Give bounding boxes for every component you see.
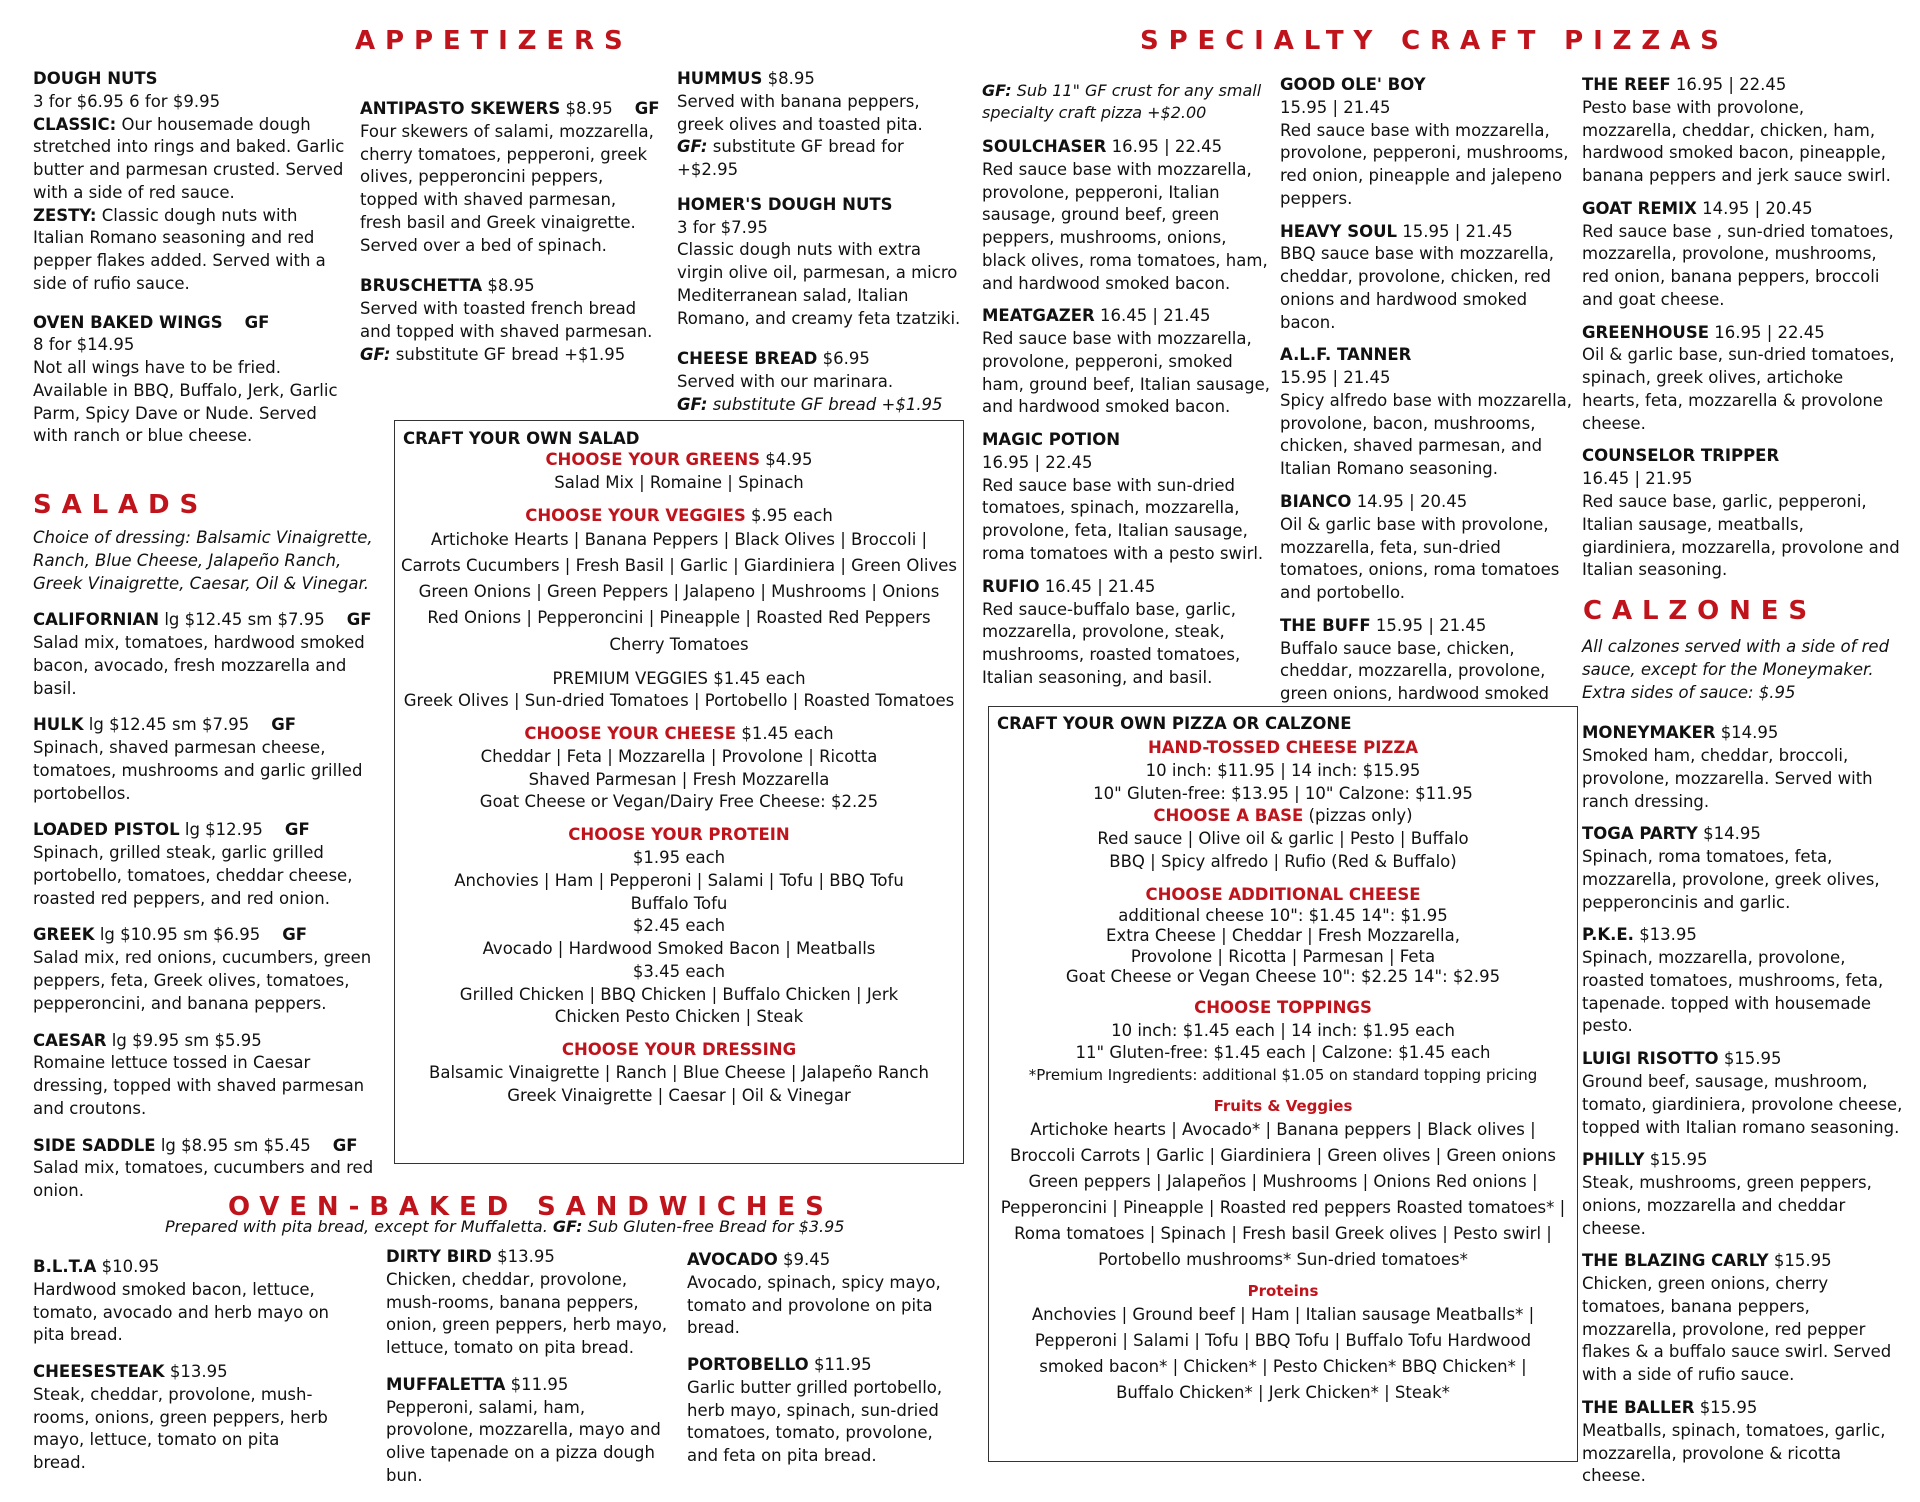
cheese-label: CHOOSE YOUR CHEESE: [524, 724, 737, 744]
item-price: lg $10.95 sm $6.95: [99, 925, 261, 945]
salads-header: SALADS: [33, 490, 209, 520]
gf-badge: GF: [332, 1135, 358, 1155]
gf-badge: GF: [346, 610, 372, 630]
item-price: $9.45: [783, 1250, 831, 1269]
craft-pizza-box: [988, 706, 1578, 1462]
box-body: [995, 737, 1571, 1406]
item-name: HEAVY SOUL: [1280, 221, 1398, 241]
item-name: BRUSCHETTA: [360, 276, 483, 296]
item-price: 15.95 | 21.45: [1280, 368, 1391, 388]
sandwich-col-3: [687, 1249, 957, 1482]
pizzas-header: SPECIALTY CRAFT PIZZAS: [1140, 26, 1729, 56]
menu-item: [386, 1246, 676, 1360]
item-name: LUIGI RISOTTO: [1582, 1049, 1719, 1069]
item-name: CHEESE BREAD: [677, 349, 818, 369]
greens-price: $4.95: [765, 450, 813, 469]
menu-item: [1582, 1250, 1904, 1387]
cheese-price: $1.45 each: [741, 724, 834, 744]
item-desc: Avocado, spinach, spicy mayo, tomato and provolone on pita bread.: [687, 1272, 941, 1338]
item-name: MEATGAZER: [982, 306, 1095, 326]
box-title: CRAFT YOUR OWN PIZZA OR CALZONE: [997, 714, 1352, 733]
item-name: B.L.T.A: [33, 1257, 97, 1276]
menu-item: [982, 429, 1272, 566]
item-variant-label: ZESTY:: [33, 205, 97, 225]
item-desc: Red sauce base with mozzarella, provolone, pepperoni, Italian sausage, ground beef, green peppers, mushrooms, onions, black olives, roma tomatoes, ham, and hardwood smoked bacon.: [982, 159, 1268, 293]
pizza-gf-label: GF:: [982, 81, 1012, 100]
item-price: $14.95: [1703, 824, 1761, 844]
item-desc: Served with toasted french bread and topped with shaved parmesan.: [360, 299, 653, 341]
item-price: $13.95: [169, 1362, 228, 1382]
item-name: GOAT REMIX: [1582, 198, 1697, 218]
gf-label: GF:: [677, 137, 708, 157]
item-price: 15.95 | 21.45: [1402, 221, 1513, 241]
item-desc: Romaine lettuce tossed in Caesar dressing, topped with shaved parmesan and croutons.: [33, 1053, 365, 1118]
item-price: $6.95: [822, 349, 870, 369]
pizza-col-2: [1280, 74, 1576, 739]
menu-item: [360, 98, 662, 257]
veggies-price: $.95 each: [751, 505, 833, 525]
sandwich-note: [165, 1216, 844, 1238]
gf-note: substitute GF bread +$1.95: [395, 344, 626, 364]
item-price: 8 for $14.95: [33, 335, 135, 355]
menu-item: [677, 348, 967, 416]
base-label: CHOOSE A BASE: [1153, 806, 1304, 826]
item-desc: Steak, mushrooms, green peppers, onions, mozzarella and cheddar cheese.: [1582, 1173, 1872, 1238]
item-price: 16.95 | 22.45: [1675, 75, 1787, 94]
item-price: 16.45 | 21.45: [1099, 306, 1211, 326]
item-desc: Garlic butter grilled portobello, herb mayo, spinach, sun-dried tomatoes, tomato, provolone, and feta on pita bread.: [687, 1377, 943, 1466]
menu-item: [1582, 322, 1902, 436]
sandwich-col-2: [386, 1246, 676, 1502]
item-desc: Classic dough nuts with extra virgin olive oil, parmesan, a micro Mediterranean salad, Italian Romano, and creamy feta tzatziki.: [677, 240, 961, 328]
item-price: $11.95: [510, 1374, 569, 1394]
item-price: 14.95 | 20.45: [1356, 492, 1468, 512]
gf-badge: GF: [634, 99, 660, 118]
sandwiches-header: OVEN-BAKED SANDWICHES: [228, 1192, 834, 1222]
item-desc: Served with our marinara.: [677, 372, 894, 392]
proteins-heading: Proteins: [1247, 1281, 1319, 1300]
item-price: 3 for $6.95 6 for $9.95: [33, 91, 221, 111]
base-heading: [995, 805, 1571, 828]
protein-heading: CHOOSE YOUR PROTEIN: [568, 825, 790, 845]
item-price: 16.95 | 22.45: [982, 452, 1093, 472]
veggies-options: Artichoke Hearts | Banana Peppers | Black Olives | Broccoli | Carrots Cucumbers | Fresh Basil | Garlic | Giardiniera | Green Olives Green Onions | Green Peppers | Jalapeno | Mushrooms | Onions Red Onions | Pepperoncini | Pineapple | Roasted Red Peppers Cherry Tomatoes: [401, 530, 958, 654]
sandwich-col-1: [33, 1256, 333, 1489]
box-title: CRAFT YOUR OWN SALAD: [403, 429, 640, 448]
item-desc: Not all wings have to be fried. Available in BBQ, Buffalo, Jerk, Garlic Parm, Spicy Dave or Nude. Served with ranch or blue cheese.: [33, 358, 338, 446]
item-name: BIANCO: [1280, 492, 1352, 512]
pizza-col-1: [982, 136, 1272, 700]
item-price: $8.95: [767, 69, 815, 88]
pizza-gf-note: [982, 80, 1272, 124]
item-price: lg $12.95: [184, 820, 263, 840]
greens-heading: [401, 449, 957, 472]
toppings-price-2: 11" Gluten-free: $1.45 each | Calzone: $1.45 each: [1075, 1043, 1491, 1063]
menu-item: [33, 1135, 388, 1203]
menu-item: [33, 609, 388, 700]
item-desc: Salad mix, tomatoes, cucumbers and red onion.: [33, 1158, 374, 1201]
item-desc: Red sauce base with mozzarella, provolone, pepperoni, smoked ham, ground beef, Italian sausage, and hardwood smoked bacon.: [982, 329, 1271, 417]
item-variant-label: CLASSIC:: [33, 114, 117, 134]
item-desc: Pepperoni, salami, ham, provolone, mozzarella, mayo and olive tapenade on a pizza dough bun.: [386, 1397, 661, 1485]
cheese-options-2: Shaved Parmesan | Fresh Mozzarella: [528, 769, 830, 789]
item-desc: Our housemade dough stretched into rings and baked. Garlic butter and parmesan crusted. Served with a side of red sauce.: [33, 114, 345, 202]
dressing-options-2: Greek Vinaigrette | Caesar | Oil & Vinegar: [507, 1085, 851, 1105]
protein-options-3: Grilled Chicken | BBQ Chicken | Buffalo Chicken | Jerk Chicken Pesto Chicken | Steak: [459, 984, 899, 1027]
menu-item: [33, 1256, 333, 1347]
menu-item: [33, 1361, 333, 1475]
menu-item: [1280, 221, 1576, 335]
item-desc: Spicy alfredo base with mozzarella, provolone, bacon, mushrooms, chicken, shaved parmesan, and Italian Romano seasoning.: [1280, 390, 1573, 479]
appetizers-col-1: [33, 68, 353, 460]
item-name: DIRTY BIRD: [386, 1247, 492, 1266]
item-desc: Spinach, grilled steak, garlic grilled portobello, tomatoes, cheddar cheese, roasted red peppers, and red onion.: [33, 843, 353, 908]
calzones-header: CALZONES: [1583, 596, 1818, 626]
fruits-veggies-options: Artichoke hearts | Avocado* | Banana peppers | Black olives | Broccoli Carrots | Garlic | Giardiniera | Green olives | Green onions Green peppers | Jalapeños | Mushrooms | Onions Red onions | Pepperoncini | Pineapple | Roasted red peppers Roasted tomatoes* | Roma tomatoes | Spinach | Fresh basil Greek olives | Pesto swirl | Portobello mushrooms* Sun-dried tomatoes*: [1000, 1119, 1566, 1269]
item-name: MONEYMAKER: [1582, 723, 1716, 743]
item-desc: Classic dough nuts with Italian Romano seasoning and red pepper flakes added. Served with a side of rufio sauce.: [33, 205, 326, 293]
item-desc: Oil & garlic base with provolone, mozzarella, feta, sun-dried tomatoes, onions, roma tomatoes and portobello.: [1280, 514, 1560, 603]
item-price: 16.95 | 22.45: [1714, 322, 1825, 342]
cheese-options-1: Cheddar | Feta | Mozzarella | Provolone | Ricotta: [480, 746, 878, 766]
item-name: ANTIPASTO SKEWERS: [360, 99, 561, 118]
item-price: lg $9.95 sm $5.95: [111, 1030, 262, 1050]
item-name: AVOCADO: [687, 1250, 778, 1269]
veggies-label: CHOOSE YOUR VEGGIES: [525, 505, 746, 525]
item-desc: Spinach, mozzarella, provolone, roasted tomatoes, mushrooms, feta, tapenade. topped with housemade pesto.: [1582, 948, 1884, 1036]
toppings-heading: CHOOSE TOPPINGS: [1194, 997, 1372, 1017]
item-desc: Steak, cheddar, provolone, mush-rooms, onions, green peppers, herb mayo, lettuce, tomato on pita bread.: [33, 1384, 328, 1473]
gf-badge: GF: [271, 715, 297, 735]
cheese-options-3: Goat Cheese or Vegan/Dairy Free Cheese: $2.25: [479, 792, 879, 812]
item-name: CAESAR: [33, 1030, 107, 1050]
item-desc: Spinach, shaved parmesan cheese, tomatoes, mushrooms and garlic grilled portobellos.: [33, 738, 363, 803]
item-name: GREENHOUSE: [1582, 322, 1709, 342]
item-name: THE REEF: [1582, 75, 1671, 94]
cheese-line-2: Extra Cheese | Cheddar | Fresh Mozzarella,: [1106, 926, 1460, 946]
calzone-note: All calzones served with a side of red sauce, except for the Moneymaker. Extra sides of sauce: $.95: [1582, 637, 1890, 702]
menu-item: [1582, 924, 1904, 1038]
item-name: THE BLAZING CARLY: [1582, 1251, 1769, 1271]
item-desc: Four skewers of salami, mozzarella, cherry tomatoes, pepperoni, greek olives, pepperoncini peppers, topped with shaved parmesan, fresh basil and Greek vinaigrette. Served over a bed of spinach.: [360, 121, 654, 255]
menu-item: [1582, 1048, 1904, 1139]
item-name: LOADED PISTOL: [33, 820, 180, 840]
menu-item: [1582, 445, 1902, 582]
protein-price-2: $2.45 each: [632, 916, 726, 936]
item-name: OVEN BAKED WINGS: [33, 312, 223, 332]
item-desc: Buffalo sauce base, chicken, cheddar, mozzarella, provolone, green onions, hardwood smoked: [1280, 638, 1549, 704]
item-name: THE BALLER: [1582, 1397, 1695, 1417]
hand-tossed-heading: HAND-TOSSED CHEESE PIZZA: [1147, 738, 1419, 757]
menu-item: [687, 1354, 957, 1468]
gf-badge: GF: [244, 312, 270, 332]
protein-options-2: Avocado | Hardwood Smoked Bacon | Meatballs: [482, 939, 876, 959]
box-body: [401, 449, 957, 1107]
toppings-premium-note: *Premium Ingredients: additional $1.05 on standard topping pricing: [1028, 1066, 1538, 1085]
item-name: PORTOBELLO: [687, 1355, 809, 1375]
item-price: $10.95: [101, 1257, 160, 1276]
menu-item: [360, 275, 662, 366]
item-price: 3 for $7.95: [677, 217, 768, 237]
item-name: THE BUFF: [1280, 615, 1371, 635]
appetizers-header: APPETIZERS: [355, 26, 633, 56]
menu-item: [982, 576, 1272, 690]
item-name: MUFFALETTA: [386, 1374, 506, 1394]
item-desc: Oil & garlic base, sun-dried tomatoes, spinach, greek olives, artichoke hearts, feta, mozzarella & provolone cheese.: [1582, 345, 1895, 433]
craft-salad-box: [394, 420, 964, 1164]
pizza-gf-text: Sub 11" GF crust for any small specialty craft pizza +$2.00: [982, 81, 1262, 123]
gf-label: GF:: [360, 344, 391, 364]
menu-item: [677, 68, 967, 182]
item-price: $11.95: [813, 1355, 872, 1375]
menu-item: [33, 1030, 388, 1121]
base-options-1: Red sauce | Olive oil & garlic | Pesto | Buffalo: [1097, 829, 1469, 849]
item-price: 15.95 | 21.45: [1375, 615, 1487, 635]
item-price: $8.95: [487, 276, 535, 296]
protein-price-3: $3.45 each: [632, 961, 726, 981]
item-desc: Served with banana peppers, greek olives and toasted pita.: [677, 91, 923, 134]
menu-item: [1280, 491, 1576, 605]
item-name: TOGA PARTY: [1582, 824, 1698, 844]
premium-heading: PREMIUM VEGGIES $1.45 each: [552, 668, 806, 688]
item-name: GREEK: [33, 925, 95, 945]
pizza-col-3: [1582, 74, 1902, 592]
menu-item: [1582, 74, 1902, 188]
sandwich-note-text: Prepared with pita bread, except for Muffaletta.: [165, 1217, 548, 1236]
menu-item: [677, 194, 967, 331]
menu-item: [982, 305, 1272, 419]
cheese-heading: CHOOSE ADDITIONAL CHEESE: [1145, 884, 1421, 904]
item-desc: Red sauce base , sun-dried tomatoes, mozzarella, provolone, mushrooms, red onion, banana peppers, broccoli and goat cheese.: [1582, 221, 1894, 309]
dressing-note: Choice of dressing: Balsamic Vinaigrette, Ranch, Blue Cheese, Jalapeño Ranch, Greek Vinaigrette, Caesar, Oil & Vinegar.: [33, 528, 373, 593]
item-desc: Meatballs, spinach, tomatoes, garlic, mozzarella, provolone & ricotta cheese.: [1582, 1420, 1886, 1486]
item-desc: Red sauce-buffalo base, garlic, mozzarella, provolone, steak, mushrooms, roasted tomatoes, Italian seasoning, and basil.: [982, 599, 1241, 687]
sandwich-gf-label: GF:: [552, 1217, 583, 1236]
menu-item: [33, 819, 388, 910]
item-name: MAGIC POTION: [982, 430, 1121, 450]
menu-item: [1280, 74, 1576, 211]
greens-options: Salad Mix | Romaine | Spinach: [554, 472, 804, 492]
cheese-heading: [401, 723, 957, 746]
gf-note: substitute GF bread +$1.95: [712, 394, 943, 414]
cheese-options: [995, 906, 1571, 987]
item-price: lg $12.45 sm $7.95: [164, 610, 325, 630]
item-price: 16.45 | 21.95: [1582, 469, 1693, 489]
item-desc: Red sauce base with sun-dried tomatoes, spinach, mozzarella, provolone, feta, Italian sausage, roma tomatoes with a pesto swirl.: [982, 475, 1264, 564]
menu-item: [33, 924, 388, 1015]
menu-item: [687, 1249, 957, 1340]
greens-label: CHOOSE YOUR GREENS: [545, 450, 761, 469]
item-desc: Pesto base with provolone, mozzarella, cheddar, chicken, ham, hardwood smoked bacon, pineapple, banana peppers and jerk sauce swirl.: [1582, 97, 1891, 186]
calzones-col: [1582, 636, 1904, 1498]
item-price: lg $8.95 sm $5.45: [160, 1135, 311, 1155]
item-price: $14.95: [1720, 723, 1779, 743]
menu-item: [386, 1374, 676, 1488]
item-desc: Chicken, green onions, cherry tomatoes, banana peppers, mozzarella, provolone, red pepper flakes & a buffalo sauce swirl. Served with a side of rufio sauce.: [1582, 1274, 1892, 1385]
menu-item: [1582, 1149, 1904, 1240]
item-name: SIDE SADDLE: [33, 1135, 156, 1155]
item-desc: Smoked ham, cheddar, broccoli, provolone, mozzarella. Served with ranch dressing.: [1582, 746, 1873, 811]
item-name: P.K.E.: [1582, 925, 1634, 945]
menu-item: [1582, 722, 1904, 813]
menu-item: [33, 68, 353, 296]
item-price: 16.45 | 21.45: [1044, 576, 1156, 596]
menu-item: [33, 312, 353, 449]
fruits-veggies-heading: Fruits & Veggies: [1213, 1096, 1353, 1115]
item-desc: Spinach, roma tomatoes, feta, mozzarella, provolone, greek olives, pepperoncinis and garlic.: [1582, 847, 1880, 912]
veggies-heading: [401, 505, 957, 528]
gf-badge: GF: [284, 820, 310, 840]
premium-options: Greek Olives | Sun-dried Tomatoes | Portobello | Roasted Tomatoes: [403, 691, 955, 711]
item-name: COUNSELOR TRIPPER: [1582, 446, 1780, 466]
item-desc: Red sauce base, garlic, pepperoni, Italian sausage, meatballs, giardiniera, mozzarella, provolone and Italian seasoning.: [1582, 492, 1900, 580]
item-name: CALIFORNIAN: [33, 610, 160, 630]
item-price: $15.95: [1773, 1251, 1832, 1271]
item-desc: Hardwood smoked bacon, lettuce, tomato, avocado and herb mayo on pita bread.: [33, 1279, 330, 1345]
menu-item: [1582, 198, 1902, 312]
item-price: 15.95 | 21.45: [1280, 97, 1391, 117]
appetizers-col-3: [677, 68, 967, 429]
sandwich-gf-note: Sub Gluten-free Bread for $3.95: [587, 1217, 845, 1236]
item-price: $15.95: [1723, 1049, 1782, 1069]
item-name: HUMMUS: [677, 69, 763, 88]
base-options-2: BBQ | Spicy alfredo | Rufio (Red & Buffalo): [1109, 851, 1457, 871]
item-name: SOULCHASER: [982, 137, 1107, 156]
cheese-line-1: additional cheese 10": $1.45 14": $1.95: [1118, 906, 1448, 926]
menu-item: [982, 136, 1272, 295]
item-price: $8.95: [565, 99, 613, 118]
protein-price-1: $1.95 each: [632, 847, 726, 867]
salads-col: [33, 527, 388, 1217]
salad-list: [33, 609, 388, 1203]
item-name: HOMER'S DOUGH NUTS: [677, 194, 893, 214]
item-price: $13.95: [497, 1247, 555, 1266]
base-note: (pizzas only): [1308, 806, 1413, 826]
menu-item: [1280, 344, 1576, 481]
item-desc: BBQ sauce base with mozzarella, cheddar, provolone, chicken, red onions and hardwood smoked bacon.: [1280, 244, 1555, 332]
item-price: $13.95: [1639, 925, 1697, 945]
item-desc: Red sauce base with mozzarella, provolone, pepperoni, mushrooms, red onion, pineapple and jalepeno peppers.: [1280, 120, 1569, 208]
item-name: DOUGH NUTS: [33, 69, 158, 88]
item-price: 16.95 | 22.45: [1111, 137, 1223, 156]
proteins-options: Anchovies | Ground beef | Ham | Italian sausage Meatballs* | Pepperoni | Salami | Tofu | BBQ Tofu | Buffalo Tofu Hardwood smoked bacon* | Chicken* | Pesto Chicken* BBQ Chicken* | Buffalo Chicken* | Jerk Chicken* | Steak*: [1031, 1304, 1535, 1402]
item-price: 14.95 | 20.45: [1702, 198, 1813, 218]
gf-label: GF:: [677, 394, 708, 414]
item-price: $15.95: [1649, 1150, 1708, 1170]
item-name: GOOD OLE' BOY: [1280, 75, 1426, 94]
dressing-options-1: Balsamic Vinaigrette | Ranch | Blue Cheese | Jalapeño Ranch: [429, 1062, 929, 1082]
cheese-line-4: Goat Cheese or Vegan Cheese 10": $2.25 14": $2.95: [1065, 966, 1501, 986]
item-desc: Salad mix, tomatoes, hardwood smoked bacon, avocado, fresh mozzarella and basil.: [33, 633, 365, 698]
menu-item: [33, 714, 388, 805]
item-desc: Salad mix, red onions, cucumbers, green peppers, feta, Greek olives, tomatoes, pepperoncini, and banana peppers.: [33, 948, 372, 1013]
protein-options-1: Anchovies | Ham | Pepperoni | Salami | Tofu | BBQ Tofu Buffalo Tofu: [454, 870, 904, 913]
item-desc: Chicken, cheddar, provolone, mush-rooms, banana peppers, onion, green peppers, herb mayo, lettuce, tomato on pita bread.: [386, 1269, 668, 1358]
item-price: $15.95: [1699, 1397, 1758, 1417]
appetizers-col-2: [360, 98, 662, 378]
item-price: lg $12.45 sm $7.95: [88, 715, 250, 735]
cheese-line-3: Provolone | Ricotta | Parmesan | Feta: [1130, 946, 1436, 966]
hand-tossed-price-2: 10" Gluten-free: $13.95 | 10" Calzone: $11.95: [1093, 783, 1473, 803]
item-name: RUFIO: [982, 576, 1040, 596]
hand-tossed-price-1: 10 inch: $11.95 | 14 inch: $15.95: [1145, 760, 1421, 780]
menu-item: [1582, 1397, 1904, 1488]
item-name: PHILLY: [1582, 1150, 1645, 1170]
gf-note: substitute GF bread for +$2.95: [677, 137, 904, 180]
item-name: A.L.F. TANNER: [1280, 345, 1412, 365]
item-name: HULK: [33, 715, 84, 735]
item-desc: Ground beef, sausage, mushroom, tomato, giardiniera, provolone cheese, topped with Italian romano seasoning.: [1582, 1072, 1903, 1137]
toppings-price-1: 10 inch: $1.45 each | 14 inch: $1.95 each: [1111, 1020, 1455, 1040]
dressing-heading: CHOOSE YOUR DRESSING: [561, 1040, 797, 1060]
calzone-list: [1582, 722, 1904, 1488]
menu-item: [1582, 823, 1904, 914]
gf-badge: GF: [282, 925, 308, 945]
item-name: CHEESESTEAK: [33, 1362, 165, 1382]
